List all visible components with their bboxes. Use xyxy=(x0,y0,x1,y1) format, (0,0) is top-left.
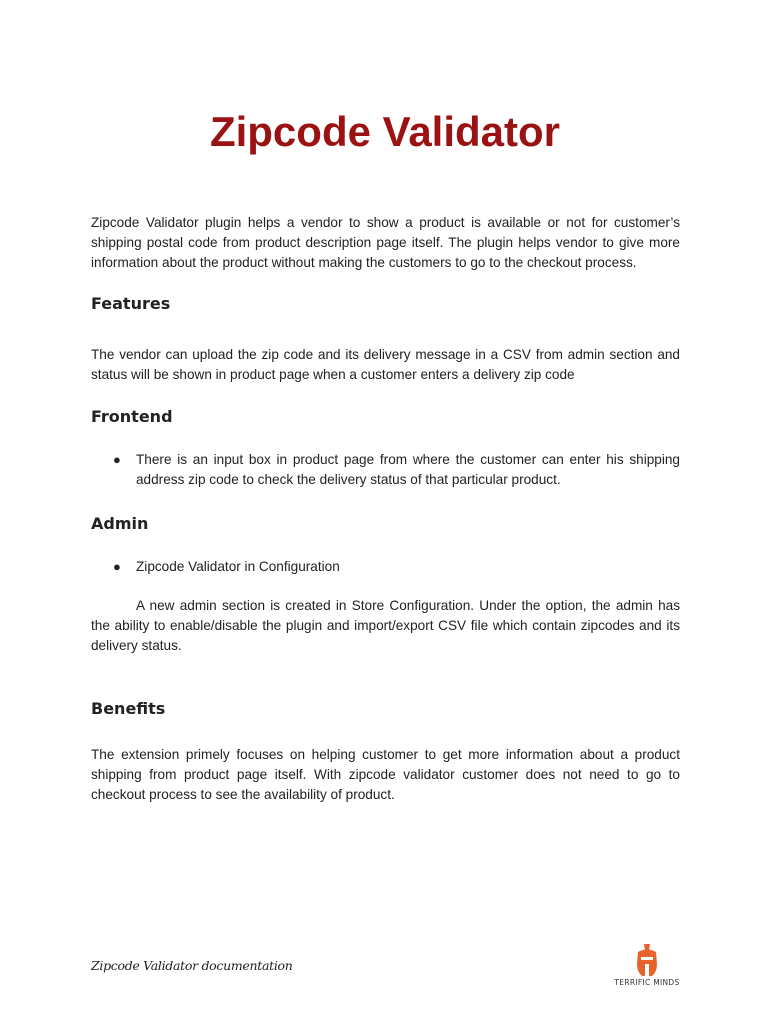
frontend-heading: Frontend xyxy=(91,407,173,426)
page-title: Zipcode Validator xyxy=(209,108,561,155)
bullet-icon: ● xyxy=(113,452,121,467)
company-logo xyxy=(612,942,682,990)
logo-text: TERRIFIC MINDS xyxy=(614,978,680,987)
footer-label: Zipcode Validator documentation xyxy=(91,958,293,973)
benefits-heading: Benefits xyxy=(91,699,166,718)
benefits-paragraph: The extension primely focuses on helping customer to get more information about a product shipping from product page itself. With zipcode validator customer does not need to go to checkout process to see the availability of product. xyxy=(91,747,680,802)
features-heading: Features xyxy=(91,294,171,313)
admin-paragraph: A new admin section is created in Store Configuration. Under the option, the admin has the ability to enable/disable the plugin and import/export CSV file which contain zipcodes and its delivery status. xyxy=(91,598,680,653)
spartan-helmet-icon xyxy=(612,942,682,978)
intro-paragraph: Zipcode Validator plugin helps a vendor to show a product is available or not for customer’s shipping postal code from product description page itself. The plugin helps vendor to give more information about the product without making the customers to go to the checkout process. xyxy=(91,215,680,270)
frontend-bullet-text: There is an input box in product page from where the customer can enter his shipping address zip code to check the delivery status of that particular product. xyxy=(136,452,680,487)
features-paragraph: The vendor can upload the zip code and its delivery message in a CSV from admin section and status will be shown in product page when a customer enters a delivery zip code xyxy=(91,347,680,382)
admin-bullet-text: Zipcode Validator in Configuration xyxy=(136,559,340,574)
admin-heading: Admin xyxy=(91,514,149,533)
bullet-icon: ● xyxy=(113,559,121,574)
